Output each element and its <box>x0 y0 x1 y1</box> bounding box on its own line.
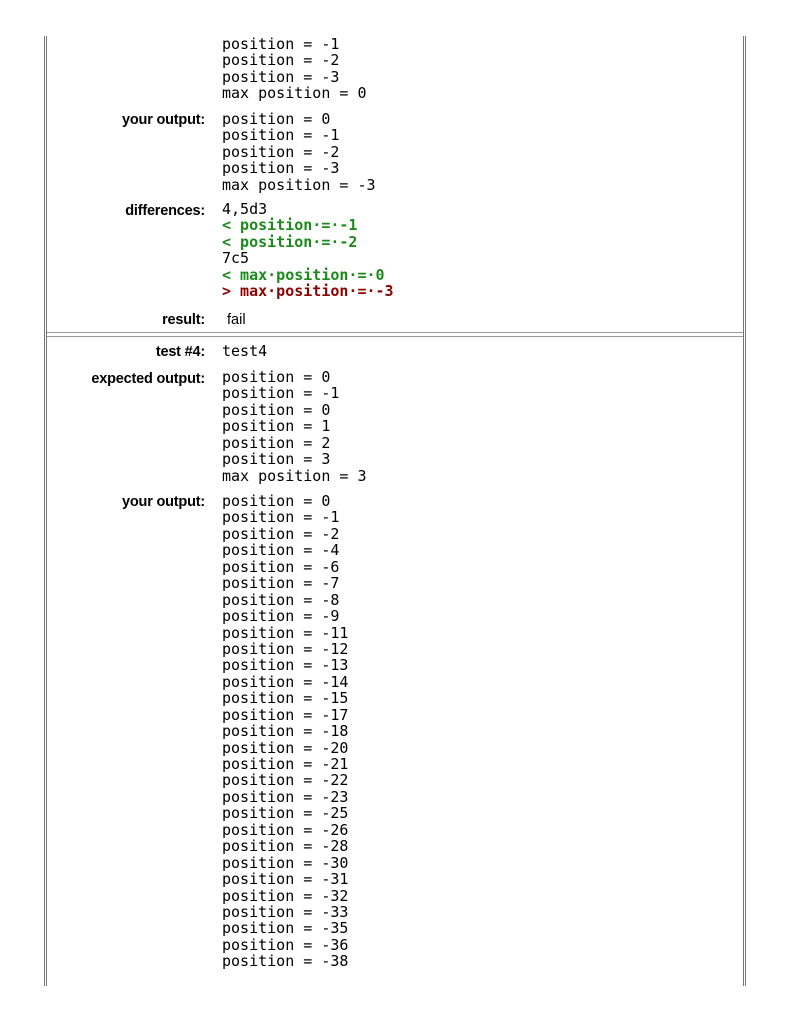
output-line: position = -12 <box>222 639 349 658</box>
output-line: position = -30 <box>222 853 349 872</box>
output-line: position = -15 <box>222 689 349 708</box>
output-line: position = -18 <box>222 722 349 741</box>
your-output-label: your output: <box>122 112 205 128</box>
output-line: position = -2 <box>222 51 340 70</box>
output-line: position = -2 <box>222 142 340 161</box>
diff-hunk-header: 7c5 <box>222 249 250 268</box>
output-line: position = -1 <box>222 126 340 145</box>
diff-hunk-header: 4,5d3 <box>222 200 268 218</box>
output-line: position = -11 <box>222 623 349 642</box>
output-line: position = -9 <box>222 607 340 626</box>
output-line: position = -1 <box>222 35 340 53</box>
differences-value <box>222 201 394 300</box>
your-output-value <box>222 493 348 970</box>
output-line: position = -3 <box>222 159 340 178</box>
expected-output-tail <box>222 36 367 102</box>
output-line: position = 0 <box>222 400 331 419</box>
diff-removed-line: < position·=·-1 <box>222 216 358 235</box>
output-line: position = -31 <box>222 870 349 889</box>
output-line: max position = -3 <box>222 175 376 194</box>
output-line: position = 0 <box>222 368 331 386</box>
your-output-value <box>222 111 376 193</box>
output-line: position = 0 <box>222 110 331 128</box>
output-line: position = 3 <box>222 450 331 469</box>
result-value: fail <box>227 312 246 328</box>
output-line: position = 2 <box>222 433 331 452</box>
output-line: position = -4 <box>222 541 340 560</box>
output-line: position = -35 <box>222 919 349 938</box>
diff-removed-line: < max·position·=·0 <box>222 265 385 284</box>
output-line: position = -38 <box>222 952 349 971</box>
output-line: position = -22 <box>222 771 349 790</box>
expected-output-label: expected output: <box>91 371 205 387</box>
test-number-label: test #4: <box>155 344 205 360</box>
output-line: position = 0 <box>222 492 331 510</box>
output-line: position = -1 <box>222 384 340 403</box>
diff-added-line: > max·position·=·-3 <box>222 282 394 301</box>
result-label: result: <box>162 312 205 328</box>
output-line: position = -32 <box>222 886 349 905</box>
output-line: position = -7 <box>222 574 340 593</box>
output-line: position = -1 <box>222 508 340 527</box>
output-line: position = -36 <box>222 935 349 954</box>
output-line: position = -8 <box>222 590 340 609</box>
output-line: position = -13 <box>222 656 349 675</box>
output-line: max position = 0 <box>222 84 367 103</box>
output-line: position = -28 <box>222 837 349 856</box>
differences-label: differences: <box>125 203 205 219</box>
row-separator <box>47 332 743 337</box>
output-line: position = -25 <box>222 804 349 823</box>
output-line: position = -21 <box>222 755 349 773</box>
expected-output-value <box>222 369 367 484</box>
output-line: position = -33 <box>222 902 349 921</box>
output-line: position = 1 <box>222 417 331 436</box>
output-line: position = -23 <box>222 787 349 806</box>
output-line: position = -17 <box>222 705 349 724</box>
output-line: max position = 3 <box>222 466 367 485</box>
results-table-frame <box>44 36 746 986</box>
output-line: position = -3 <box>222 67 340 86</box>
test-name-value <box>222 343 267 359</box>
diff-removed-line: < position·=·-2 <box>222 232 358 251</box>
test-name: test4 <box>222 342 268 360</box>
output-line: position = -26 <box>222 820 349 839</box>
output-line: position = -2 <box>222 524 340 543</box>
output-line: position = -20 <box>222 738 349 757</box>
output-line: position = -6 <box>222 557 340 576</box>
your-output-label: your output: <box>122 494 205 510</box>
output-line: position = -14 <box>222 672 349 691</box>
